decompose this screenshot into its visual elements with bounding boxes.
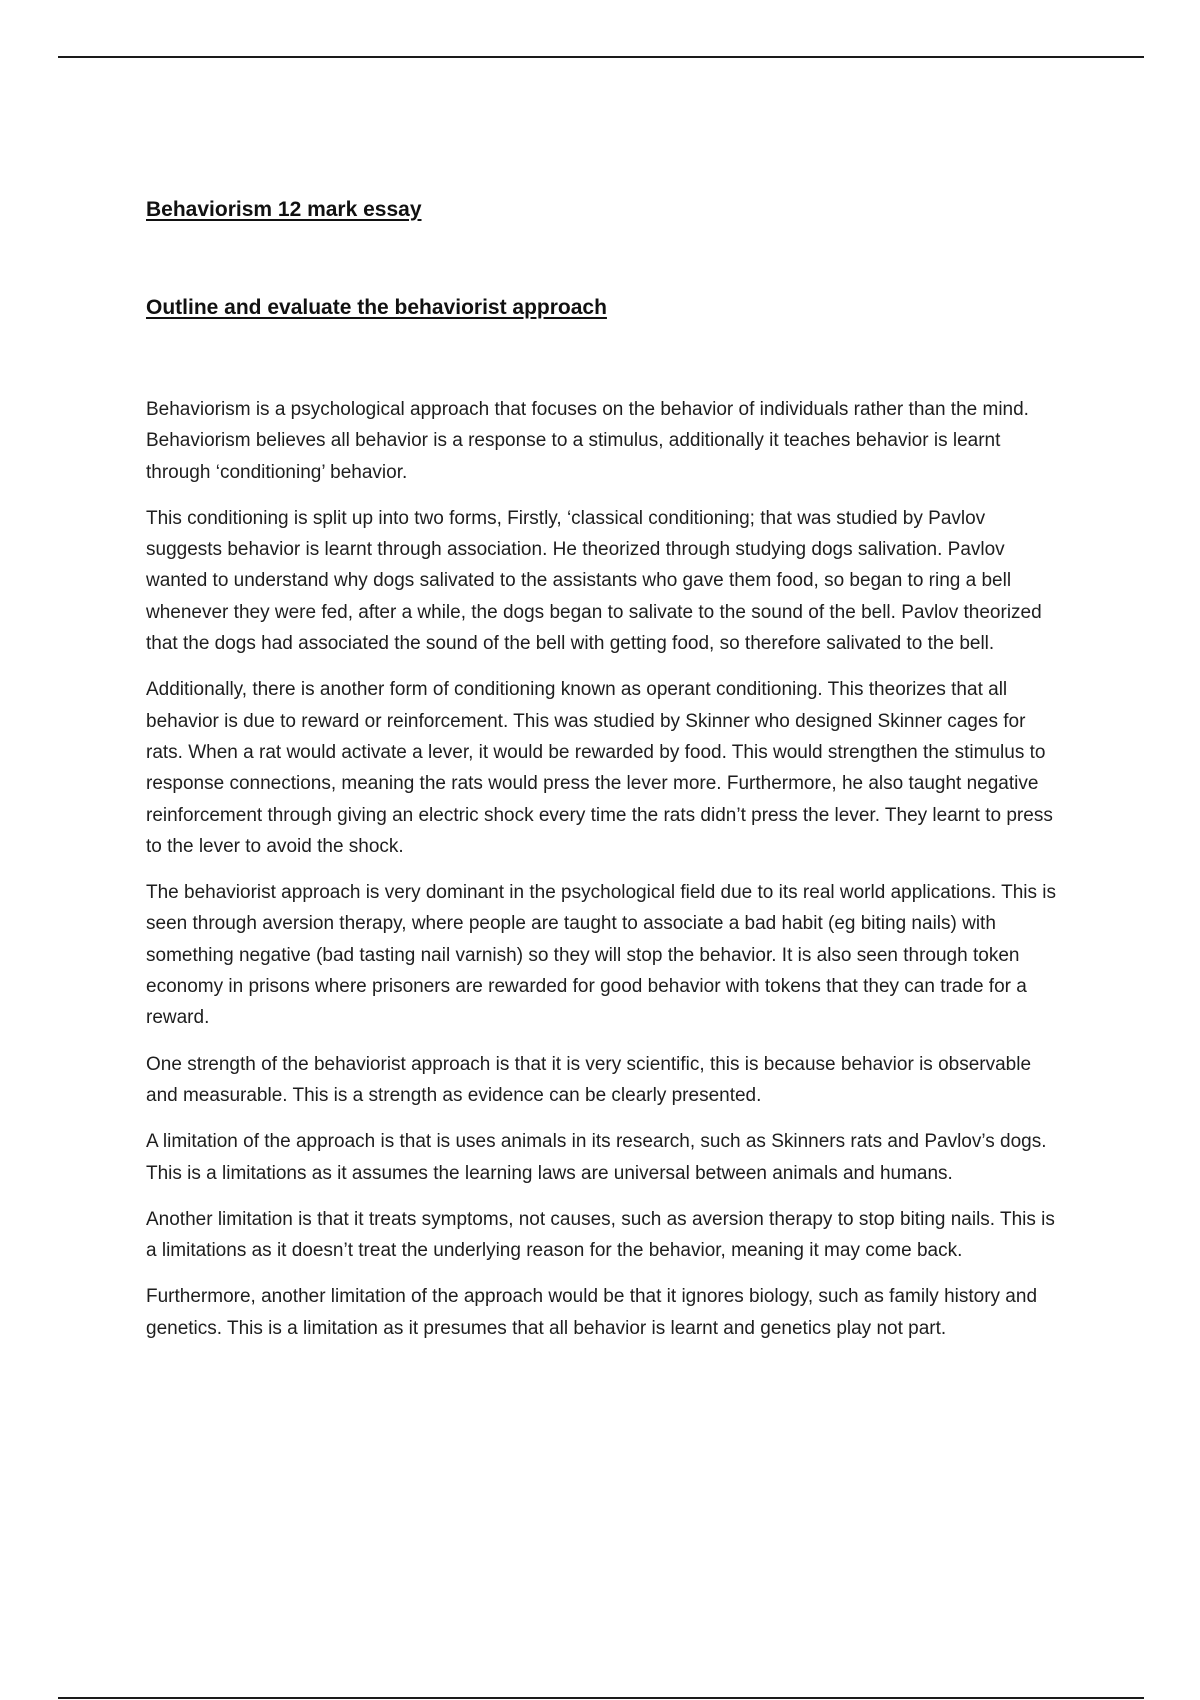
top-rule: [58, 56, 1144, 58]
paragraph-4: The behaviorist approach is very dominant in the psychological field due to its real world applications. This is seen through aversion therapy, where people are taught to associate a bad habit (eg biting nails) with something negative (bad tasting nail varnish) so they will stop the behavior. It is also seen through token economy in prisons where prisoners are rewarded for good behavior with tokens that they can trade for a reward.: [146, 882, 1057, 1029]
document-title: Behaviorism 12 mark essay: [146, 198, 422, 221]
paragraph-1: Behaviorism is a psychological approach that focuses on the behavior of individuals rather than the mind. Behaviorism believes all behavior is a response to a stimulus, additionally it teaches behavior is learnt through ‘conditioning’ behavior.: [146, 399, 1029, 483]
paragraph-6: A limitation of the approach is that is uses animals in its research, such as Skinners rats and Pavlov’s dogs. This is a limitations as it assumes the learning laws are universal between animals and humans.: [146, 1131, 1047, 1184]
bottom-rule: [58, 1697, 1144, 1699]
document-page: [146, 196, 1066, 1359]
essay-body: [146, 394, 1066, 1344]
essay-question: Outline and evaluate the behaviorist approach: [146, 296, 607, 319]
paragraph-5: One strength of the behaviorist approach is that it is very scientific, this is because behavior is observable and measurable. This is a strength as evidence can be clearly presented.: [146, 1053, 1032, 1106]
paragraph-3: Additionally, there is another form of conditioning known as operant conditioning. This theorizes that all behavior is due to reward or reinforcement. This was studied by Skinner who designed Skinner cages for rats. When a rat would activate a lever, it would be rewarded by food. This would strengthen the stimulus to response connections, meaning the rats would press the lever more. Furthermore, he also taught negative reinforcement through giving an electric shock every time the rats didn’t press the lever. They learnt to press to the lever to avoid the shock.: [146, 679, 1053, 857]
paragraph-2: This conditioning is split up into two forms, Firstly, ‘classical conditioning; that was studied by Pavlov suggests behavior is learnt through association. He theorized through studying dogs salivation. Pavlov wanted to understand why dogs salivated to the assistants who gave them food, so began to ring a bell whenever they were fed, after a while, the dogs began to salivate to the sound of the bell. Pavlov theorized that the dogs had associated the sound of the bell with getting food, so therefore salivated to the bell.: [146, 507, 1042, 655]
paragraph-7: Another limitation is that it treats symptoms, not causes, such as aversion therapy to stop biting nails. This is a limitations as it doesn’t treat the underlying reason for the behavior, meaning it may come back.: [146, 1208, 1055, 1262]
paragraph-8: Furthermore, another limitation of the approach would be that it ignores biology, such as family history and genetics. This is a limitation as it presumes that all behavior is learnt and genetics play not part.: [146, 1286, 1038, 1339]
